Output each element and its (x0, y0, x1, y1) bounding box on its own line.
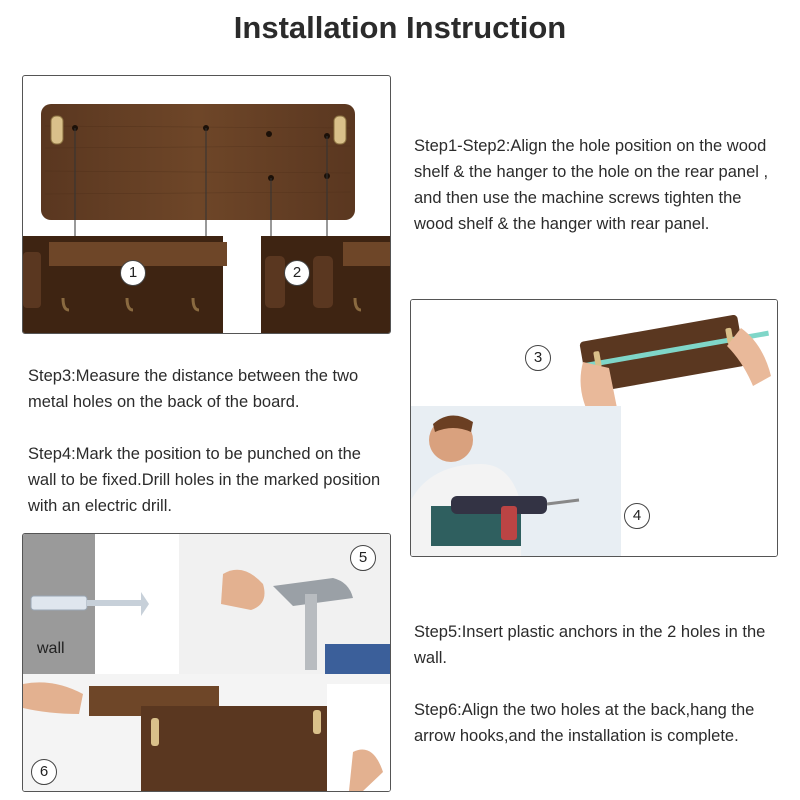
hammer-handle (305, 594, 317, 670)
step1-2-description: Step1-Step2:Align the hole position on the wood shelf & the hanger to the hole on the rear panel , and then use the machine screws tighten the wood shelf & the hanger with rear panel. (414, 137, 769, 233)
step-badge-5: 5 (350, 545, 376, 571)
step6-description: Step6:Align the two holes at the back,hang the arrow hooks,and the installation is complete. (414, 701, 755, 745)
step1-2-illustration (22, 75, 391, 334)
step-badge-4: 4 (624, 503, 650, 529)
step3-4-text-block (28, 363, 388, 519)
step4-description: Step4:Mark the position to be punched on the wall to be fixed.Drill holes in the marked position with an electric drill. (28, 445, 381, 515)
rear-board (141, 706, 327, 791)
step-badge-6: 6 (31, 759, 57, 785)
wall-label: wall (37, 640, 65, 657)
step1-2-text-block (414, 133, 780, 237)
step5-6-illustration (22, 533, 391, 792)
step5-description: Step5:Insert plastic anchors in the 2 holes in the wall. (414, 623, 766, 667)
rear-panel-assembly-drawing (23, 76, 390, 333)
step5-6-text-block (414, 619, 780, 749)
page-title: Installation Instruction (233, 10, 567, 45)
step-badge-3: 3 (525, 345, 551, 371)
rear-panel (41, 104, 355, 220)
plastic-anchor (31, 596, 87, 610)
anchor-and-hang-photo (23, 534, 390, 791)
step-badge-2: 2 (284, 260, 310, 286)
step3-4-illustration (410, 299, 778, 557)
drill (451, 496, 547, 514)
step3-description: Step3:Measure the distance between the two metal holes on the back of the board. (28, 367, 359, 411)
measure-and-drill-photo (411, 300, 777, 556)
step-badge-1: 1 (120, 260, 146, 286)
